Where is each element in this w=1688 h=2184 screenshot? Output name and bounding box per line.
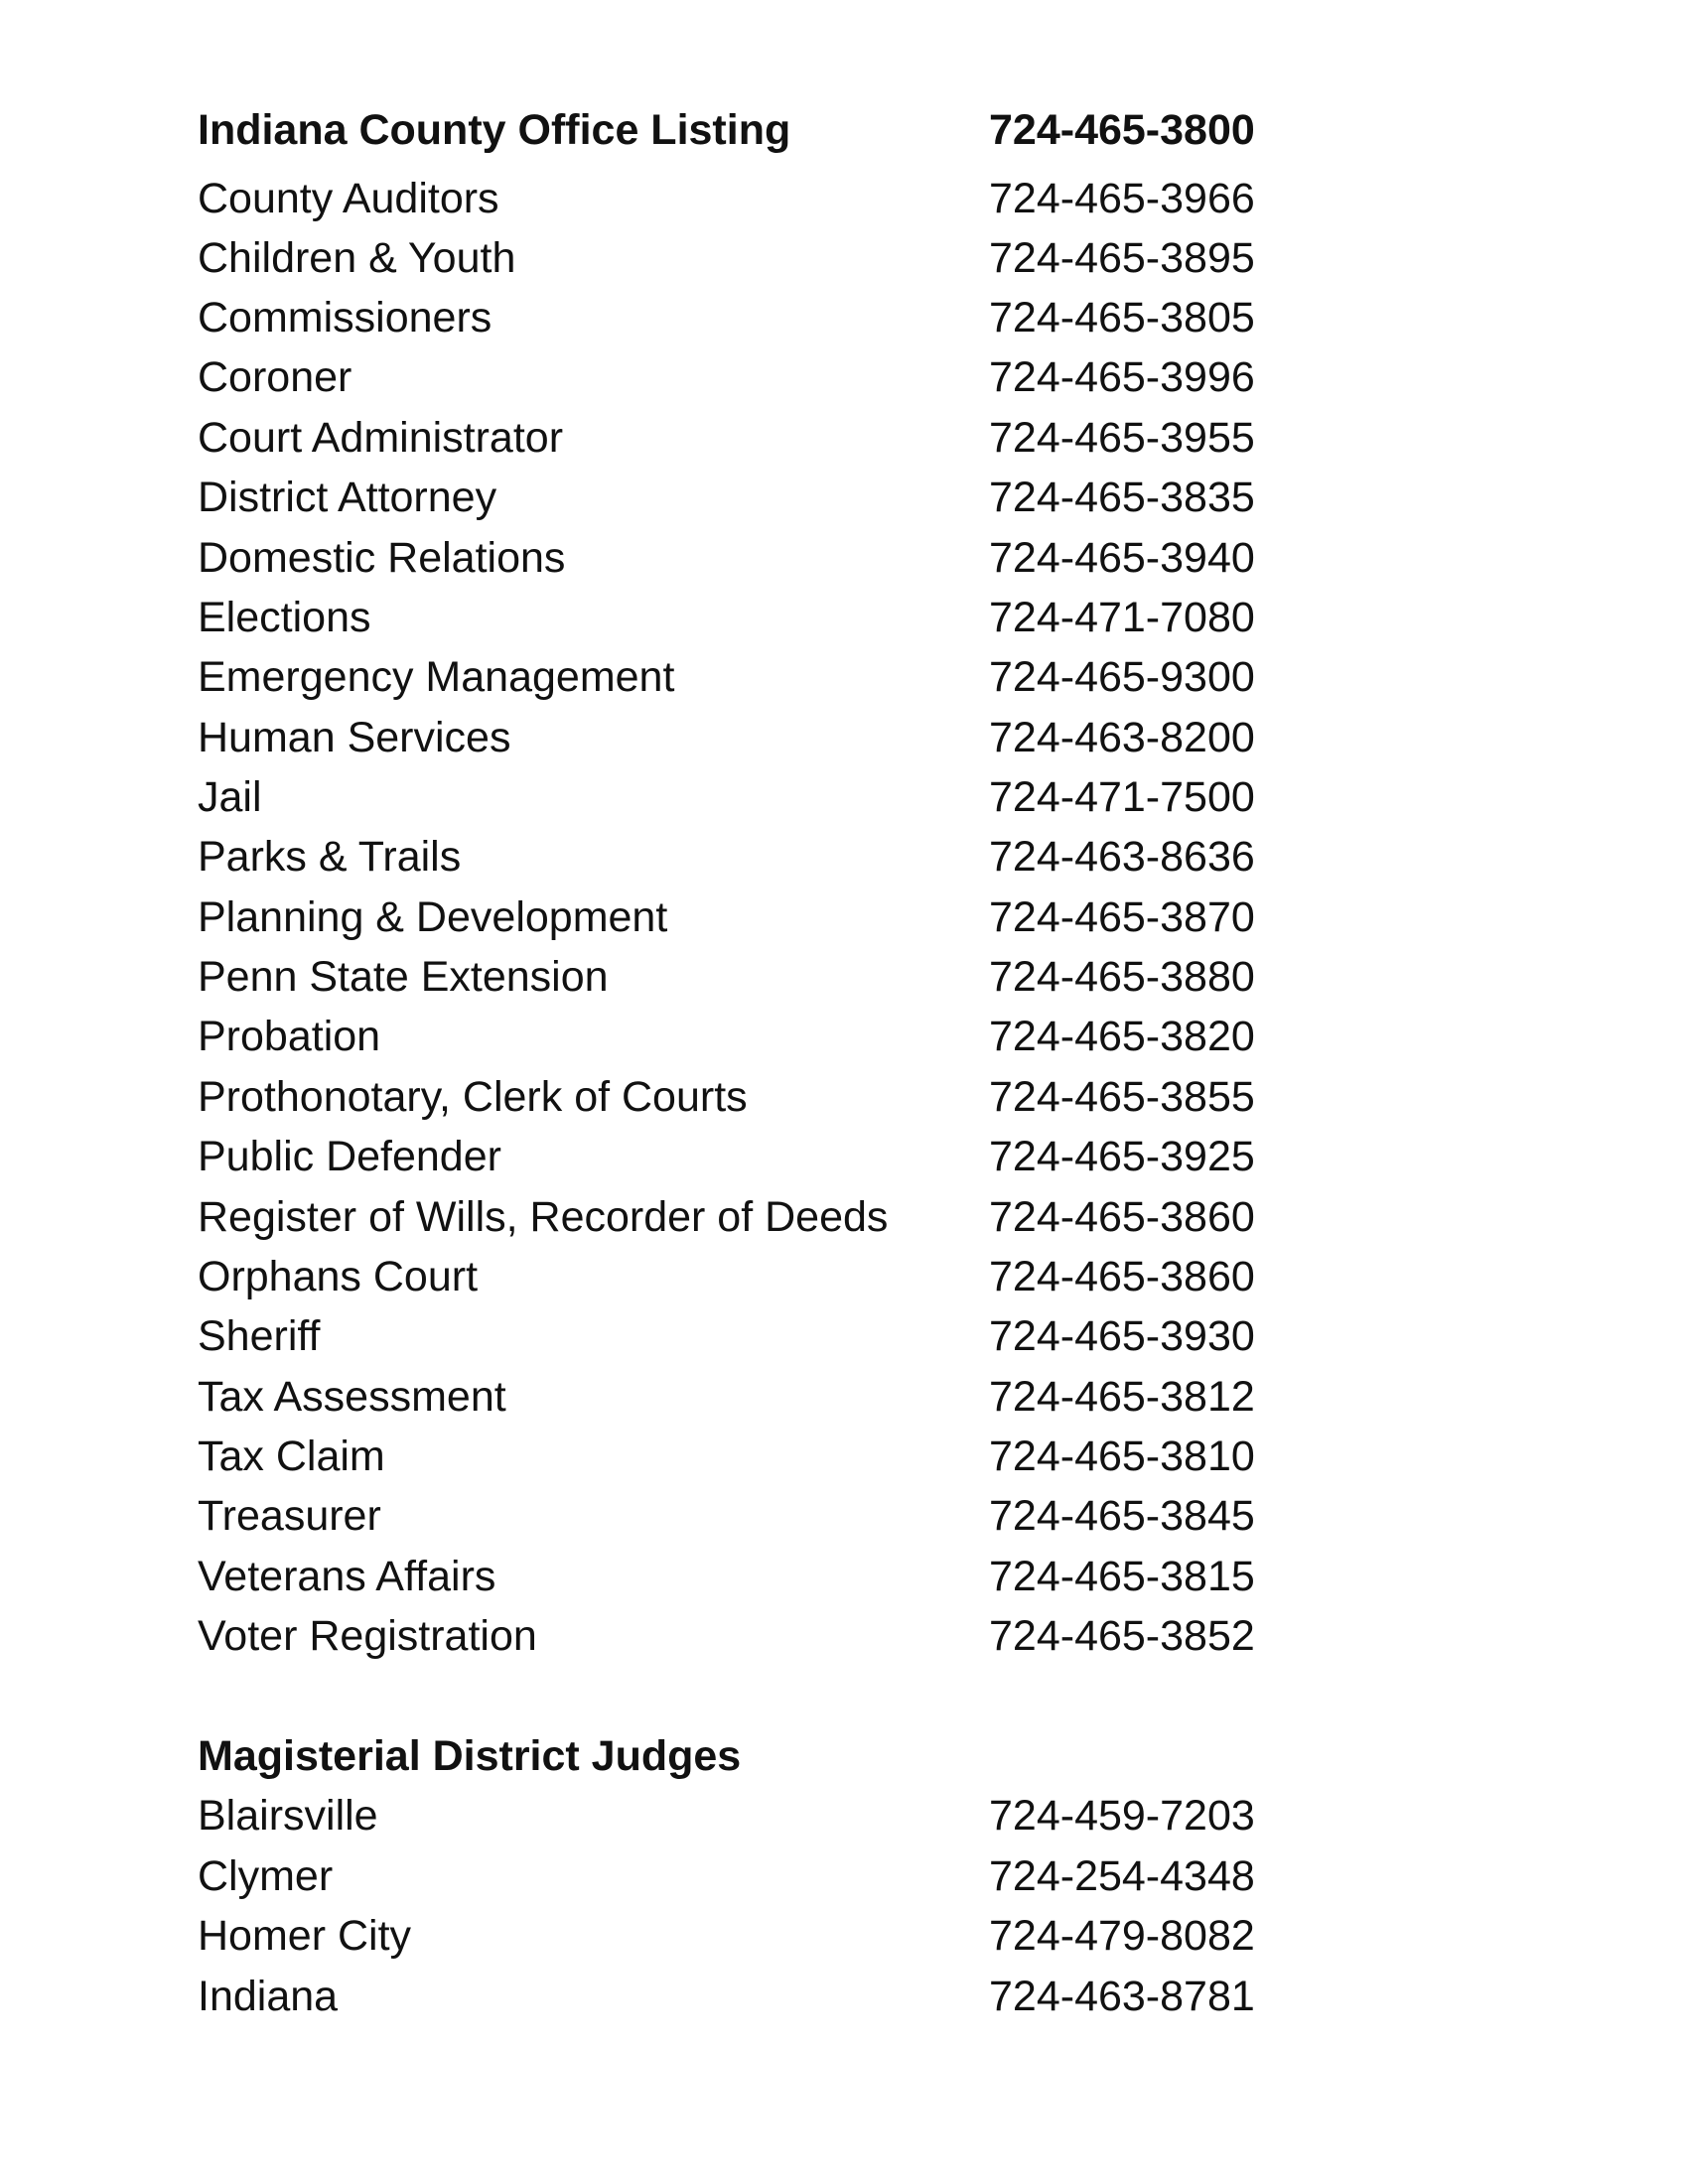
office-row (0, 408, 1688, 468)
office-name: District Attorney (198, 474, 497, 521)
office-name: Human Services (198, 714, 511, 761)
office-row (0, 947, 1688, 1007)
office-name: Veterans Affairs (198, 1553, 496, 1600)
office-name: Sheriff (198, 1312, 321, 1360)
office-phone: 724-471-7500 (989, 773, 1255, 821)
judge-row (0, 1906, 1688, 1966)
office-name: Register of Wills, Recorder of Deeds (198, 1193, 889, 1241)
office-row (0, 1547, 1688, 1606)
office-row (0, 1007, 1688, 1066)
office-name: Probation (198, 1013, 381, 1060)
judge-location: Blairsville (198, 1792, 378, 1840)
office-name: Prothonotary, Clerk of Courts (198, 1073, 748, 1121)
office-name: County Auditors (198, 175, 499, 222)
office-name: Emergency Management (198, 653, 675, 701)
judges-header-row (0, 1726, 1688, 1786)
office-name: Penn State Extension (198, 953, 609, 1001)
office-name: Elections (198, 594, 371, 641)
office-name: Tax Claim (198, 1433, 385, 1480)
office-phone: 724-465-3940 (989, 534, 1255, 582)
judge-phone: 724-254-4348 (989, 1852, 1255, 1900)
judge-phone: 724-459-7203 (989, 1792, 1255, 1840)
judge-row (0, 1967, 1688, 2026)
office-phone: 724-465-3860 (989, 1193, 1255, 1241)
office-row (0, 528, 1688, 588)
office-phone: 724-471-7080 (989, 594, 1255, 641)
office-row (0, 1067, 1688, 1127)
office-phone: 724-463-8636 (989, 833, 1255, 881)
office-phone: 724-463-8200 (989, 714, 1255, 761)
office-row (0, 468, 1688, 527)
office-phone: 724-465-3812 (989, 1373, 1255, 1421)
office-row (0, 1247, 1688, 1306)
office-row (0, 1606, 1688, 1666)
office-phone: 724-465-3852 (989, 1612, 1255, 1660)
judge-location: Indiana (198, 1973, 339, 2020)
office-name: Treasurer (198, 1492, 381, 1540)
judges-title: Magisterial District Judges (198, 1732, 742, 1780)
office-phone: 724-465-3895 (989, 234, 1255, 282)
office-name: Court Administrator (198, 414, 564, 462)
listing-header-row (0, 100, 1688, 160)
office-name: Planning & Development (198, 893, 668, 941)
office-row (0, 1127, 1688, 1186)
office-row (0, 1486, 1688, 1546)
office-row (0, 1187, 1688, 1247)
office-phone: 724-465-3805 (989, 294, 1255, 341)
office-name: Commissioners (198, 294, 492, 341)
office-phone: 724-465-3855 (989, 1073, 1255, 1121)
judge-location: Homer City (198, 1912, 412, 1960)
office-row (0, 1427, 1688, 1486)
office-name: Parks & Trails (198, 833, 462, 881)
office-name: Public Defender (198, 1133, 501, 1180)
office-name: Jail (198, 773, 262, 821)
judge-row (0, 1786, 1688, 1845)
office-row (0, 647, 1688, 707)
office-row (0, 288, 1688, 347)
office-row (0, 827, 1688, 887)
office-phone: 724-465-3925 (989, 1133, 1255, 1180)
office-phone: 724-465-3845 (989, 1492, 1255, 1540)
office-phone: 724-465-3880 (989, 953, 1255, 1001)
office-name: Tax Assessment (198, 1373, 506, 1421)
office-phone: 724-465-3860 (989, 1253, 1255, 1300)
office-phone: 724-465-3820 (989, 1013, 1255, 1060)
judge-row (0, 1846, 1688, 1906)
office-row (0, 708, 1688, 767)
judge-location: Clymer (198, 1852, 334, 1900)
office-phone: 724-465-3815 (989, 1553, 1255, 1600)
office-name: Orphans Court (198, 1253, 479, 1300)
office-phone: 724-465-9300 (989, 653, 1255, 701)
office-row (0, 767, 1688, 827)
office-phone: 724-465-3996 (989, 353, 1255, 401)
office-row (0, 1306, 1688, 1366)
office-row (0, 1367, 1688, 1427)
office-phone: 724-465-3810 (989, 1433, 1255, 1480)
office-row (0, 347, 1688, 407)
office-phone: 724-465-3870 (989, 893, 1255, 941)
judge-phone: 724-463-8781 (989, 1973, 1255, 2020)
listing-title: Indiana County Office Listing (198, 106, 791, 154)
office-row (0, 887, 1688, 947)
main-phone: 724-465-3800 (989, 106, 1255, 154)
office-row (0, 228, 1688, 288)
office-phone: 724-465-3930 (989, 1312, 1255, 1360)
office-phone: 724-465-3966 (989, 175, 1255, 222)
office-phone: 724-465-3955 (989, 414, 1255, 462)
office-name: Children & Youth (198, 234, 516, 282)
judge-phone: 724-479-8082 (989, 1912, 1255, 1960)
office-name: Coroner (198, 353, 352, 401)
office-row (0, 169, 1688, 228)
office-name: Voter Registration (198, 1612, 537, 1660)
office-row (0, 588, 1688, 647)
office-name: Domestic Relations (198, 534, 566, 582)
office-phone: 724-465-3835 (989, 474, 1255, 521)
